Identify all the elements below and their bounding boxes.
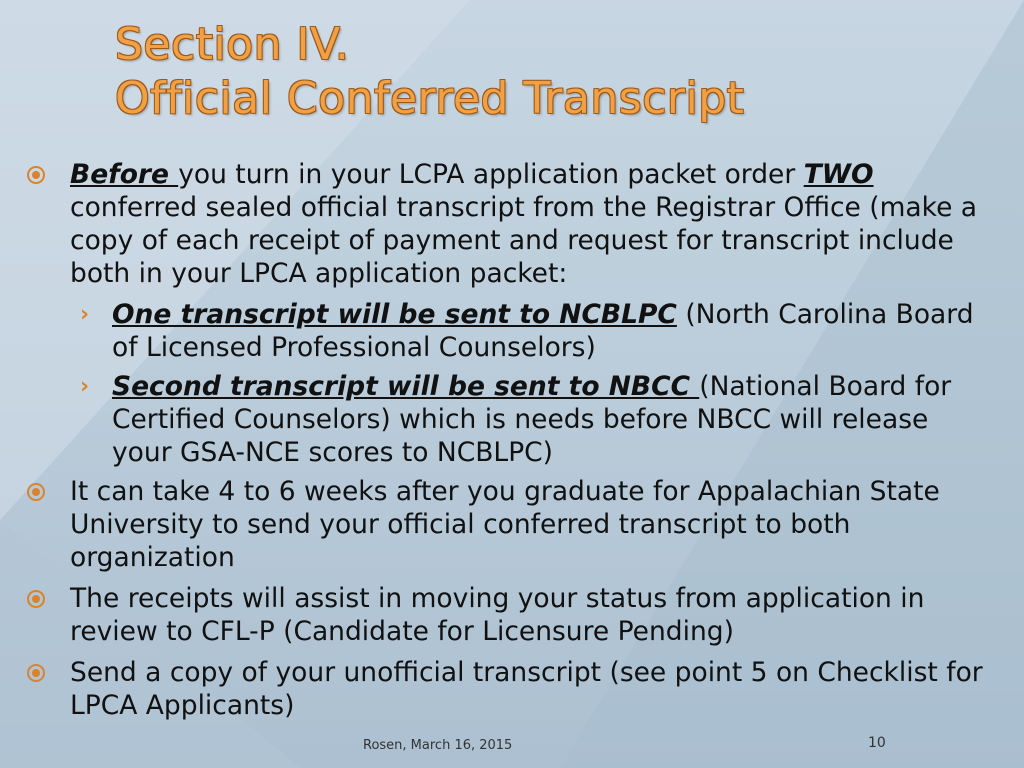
bullet-3-text: The receipts will assist in moving your status from application in review to CFL-P (Candidate for Licensure Pending) (70, 583, 925, 647)
bullet-item-3 (26, 582, 996, 648)
sub-bullet-1 (26, 298, 996, 364)
before-emphasis: Before (70, 159, 179, 190)
bullet-item-4 (26, 656, 996, 722)
target-bullet-icon (26, 482, 46, 502)
bullet-4-text: Send a copy of your unofficial transcript (see point 5 on Checklist for LPCA Applicants) (70, 657, 983, 721)
bullet-1-text-a: you turn in your LCPA application packet order (178, 159, 804, 190)
target-bullet-icon (26, 663, 46, 683)
page-number: 10 (868, 735, 886, 751)
sub-bullet-1-text: (North Carolina Board of Licensed Professional Counselors) (112, 299, 974, 363)
chevron-right-icon: › (80, 302, 90, 327)
target-bullet-icon (26, 165, 46, 185)
target-bullet-icon (26, 589, 46, 609)
bullet-item-1 (26, 158, 996, 290)
title-line-2: Official Conferred Transcript (115, 73, 745, 124)
sub-bullet-2-emphasis: Second transcript will be sent to NBCC (112, 371, 700, 402)
two-emphasis: TWO (803, 159, 874, 190)
sub-bullet-2 (26, 370, 996, 469)
sub-bullet-1-emphasis: One transcript will be sent to NCBLPC (112, 299, 677, 330)
bullet-2-text: It can take 4 to 6 weeks after you graduate for Appalachian State University to send your official conferred transcript to both organization (70, 476, 940, 573)
slide-footer: Rosen, March 16, 2015 (363, 738, 513, 753)
title-line-1: Section IV. (115, 19, 350, 70)
bullet-1-text-b: conferred sealed official transcript from the Registrar Office (make a copy of each receipt of payment and request for transcript include both in your LPCA application packet: (70, 192, 978, 289)
chevron-right-icon: › (80, 374, 90, 399)
bullet-list (26, 158, 996, 730)
bullet-item-2 (26, 475, 996, 574)
sub-bullet-2-text: (National Board for Certified Counselors) which is needs before NBCC will release your GSA-NCE scores to NCBLPC) (112, 371, 952, 468)
slide-title (115, 18, 744, 126)
